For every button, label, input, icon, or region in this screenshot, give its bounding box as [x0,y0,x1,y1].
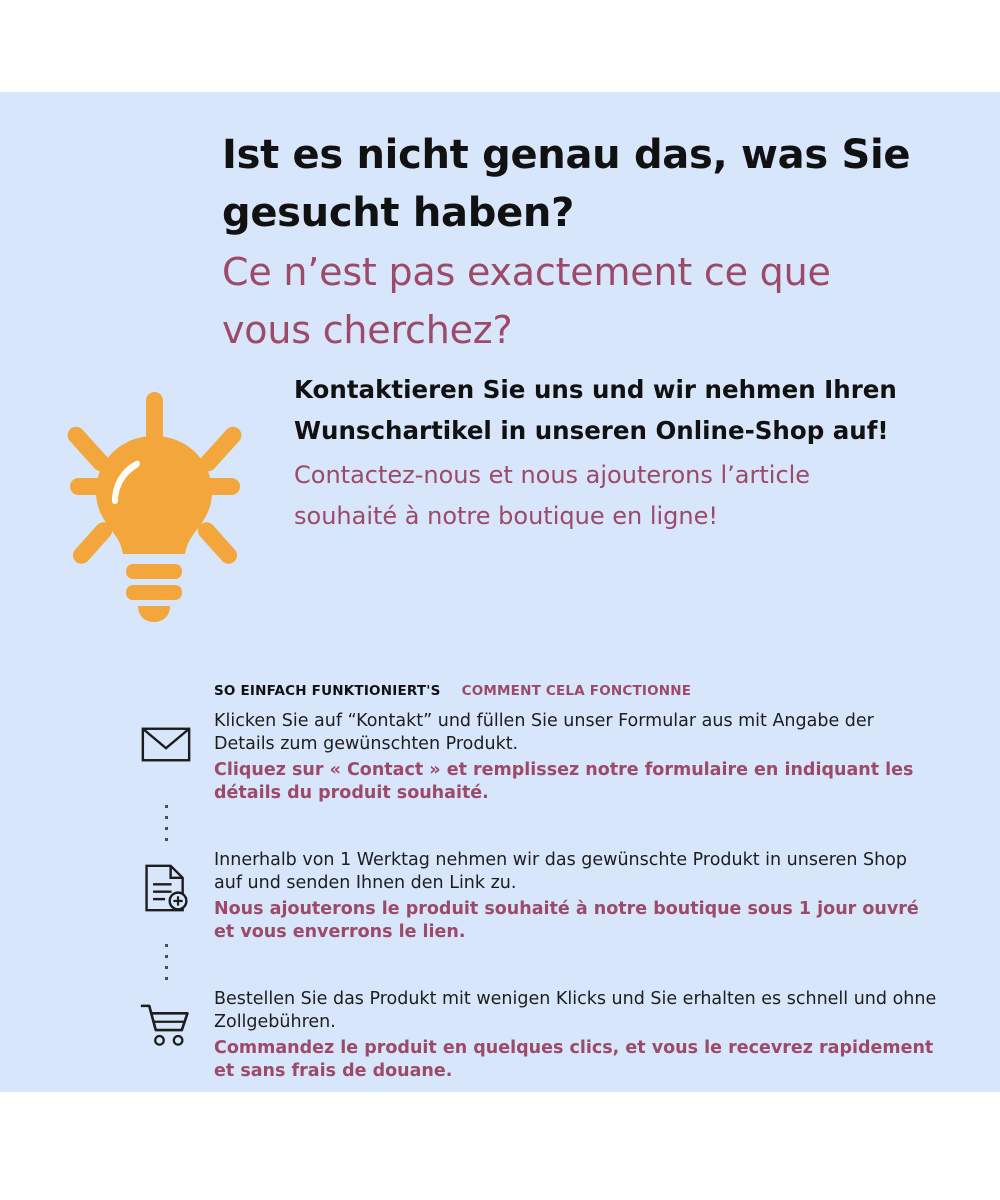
step-french: Nous ajouterons le produit souhaité à notre boutique sous 1 jour ouvré et vous enverrons le lien. [214,898,919,942]
intro-block [0,370,1000,650]
step-german: Klicken Sie auf “Kontakt” und füllen Sie unser Formular aus mit Angabe der Details zum gewünschten Produkt. [214,711,874,755]
howto-title [214,680,691,699]
step-item [118,988,938,1083]
intro-french: Contactez-nous et nous ajouterons l’article souhaité à notre boutique en ligne! [294,461,811,530]
step-connector [118,805,938,849]
howto-title-german: SO EINFACH FUNKTIONIERT'S [214,683,441,699]
step-german: Bestellen Sie das Produkt mit wenigen Klicks und Sie erhalten es schnell und ohne Zollgebühren. [214,989,937,1033]
step-text [214,988,938,1083]
headline-french: Ce n’est pas exactement ce que vous cherchez? [222,250,831,352]
step-connector [118,944,938,988]
step-item [118,710,938,805]
step-text [214,849,938,944]
intro-german: Kontaktieren Sie uns und wir nehmen Ihren Wunschartikel in unseren Online-Shop auf! [294,375,897,445]
howto-steps [118,710,938,1083]
lightbulb-icon [34,378,274,628]
intro-text-block [294,370,914,536]
document-add-icon [118,849,214,913]
dotted-line [165,944,168,988]
step-text [214,710,938,805]
howto-title-french: COMMENT CELA FONCTIONNE [461,683,692,699]
step-french: Cliquez sur « Contact » et remplissez notre formulaire en indiquant les détails du produit souhaité. [214,759,914,803]
headline-german: Ist es nicht genau das, was Sie gesucht haben? [222,132,911,236]
headline-block [222,126,922,360]
shopping-cart-icon [118,988,214,1047]
dotted-line [165,805,168,849]
promo-panel [0,92,1000,1092]
step-item [118,849,938,944]
envelope-icon [118,710,214,765]
step-french: Commandez le produit en quelques clics, et vous le recevrez rapidement et sans frais de douane. [214,1037,934,1081]
step-german: Innerhalb von 1 Werktag nehmen wir das gewünschte Produkt in unseren Shop auf und senden Ihnen den Link zu. [214,850,907,894]
